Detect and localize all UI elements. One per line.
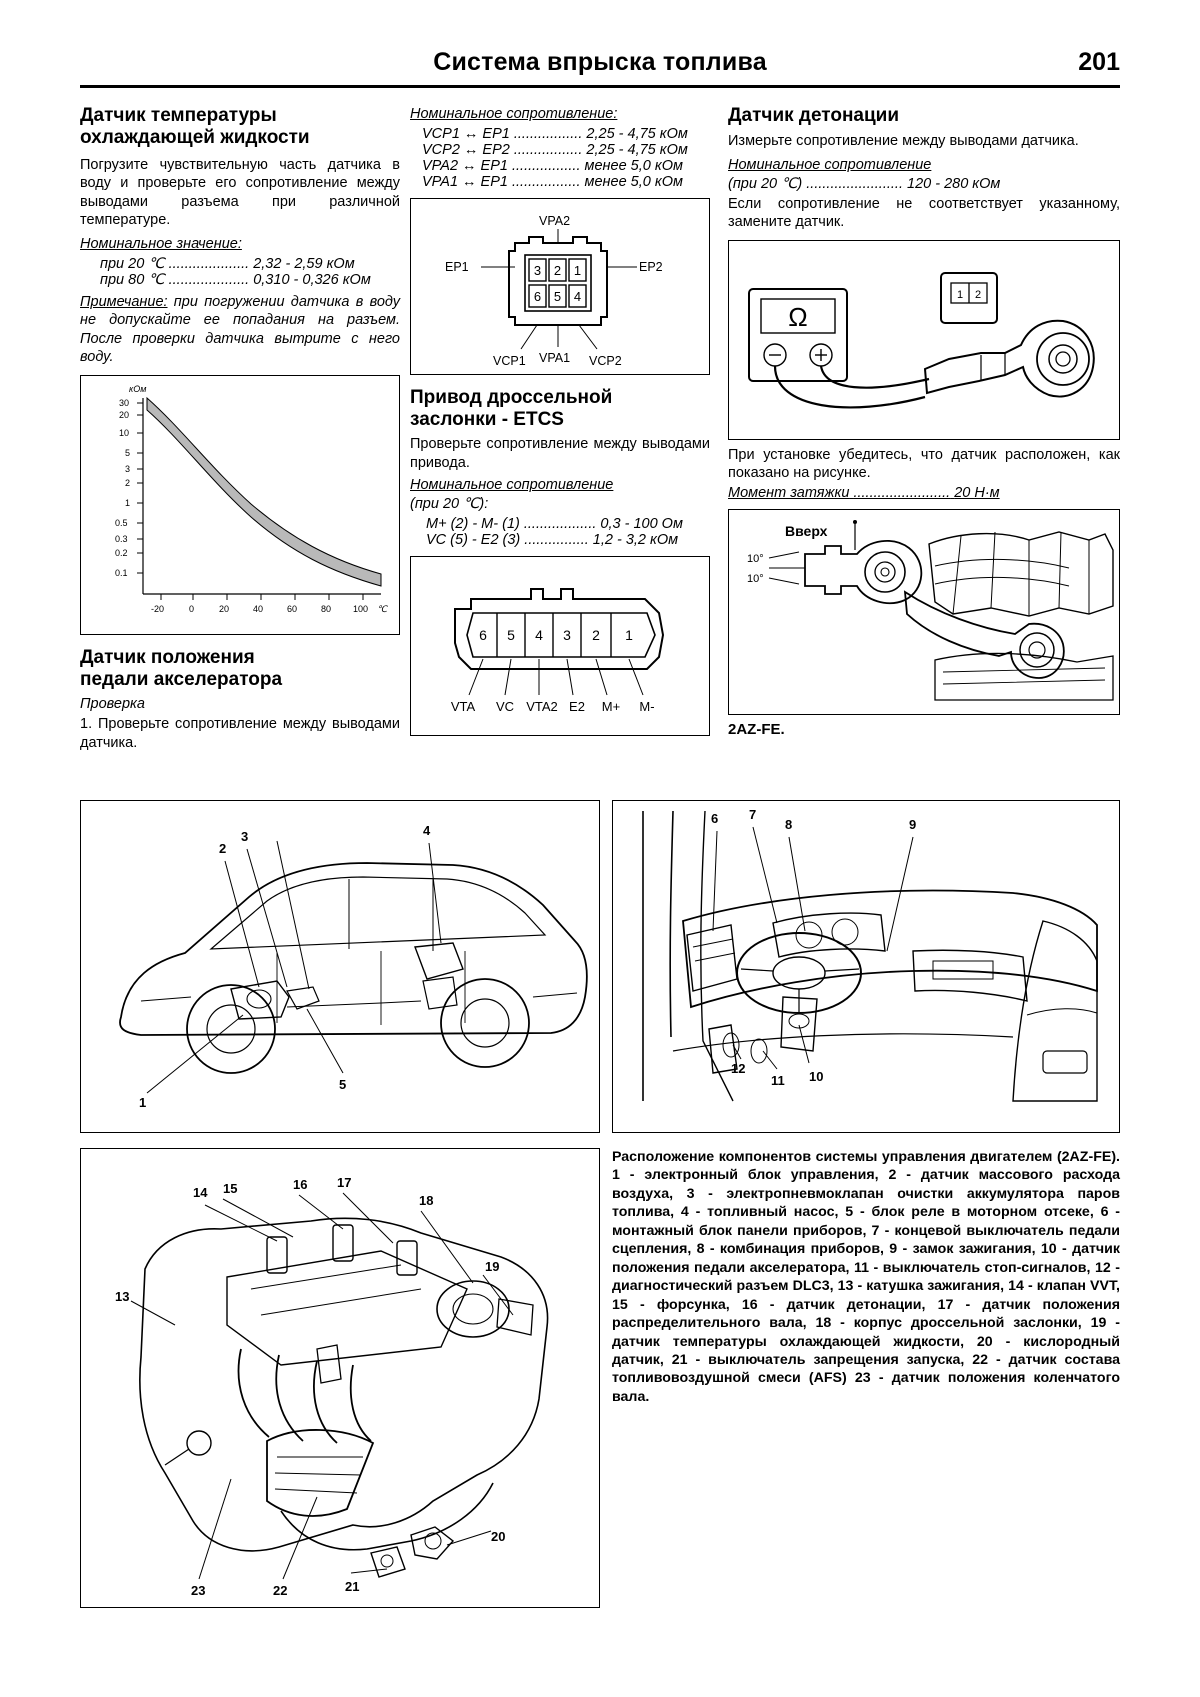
callout-21: 21 <box>345 1579 360 1594</box>
label-nominal-value: Номинальное значение: <box>80 236 242 252</box>
svg-text:5: 5 <box>507 626 515 643</box>
value-row: VPA1 ↔ EP1 ................. менее 5,0 кОм <box>422 173 683 190</box>
column-right <box>728 105 1120 738</box>
connector-label-mminus: M- <box>639 698 655 714</box>
heading-knock-sensor: Датчик детонации <box>728 105 900 126</box>
callout-1: 1 <box>139 1095 147 1110</box>
callout-2: 2 <box>219 841 227 856</box>
page-number: 201 <box>1078 48 1120 76</box>
svg-text:20: 20 <box>219 603 230 614</box>
connector-label-vcp1: VCP1 <box>493 353 526 368</box>
column-left <box>80 105 400 752</box>
callout-11: 11 <box>771 1073 785 1088</box>
svg-text:4: 4 <box>573 288 582 304</box>
figure-resistance-temperature-chart <box>80 375 400 635</box>
label-nominal-resistance-knock: Номинальное сопротивление <box>728 156 932 173</box>
value-row: при 20 ℃ .................... 2,32 - 2,59 кОм <box>100 255 355 272</box>
list-apps-values <box>410 126 710 190</box>
label-nominal-resistance-etcs: Номинальное сопротивление <box>410 477 614 494</box>
figure-etcs-connector <box>410 556 710 736</box>
svg-text:10°: 10° <box>747 552 764 565</box>
heading-coolant-temp-sensor: Датчик температуры охлаждающей жидкости <box>80 105 310 149</box>
callout-3b: 3 <box>241 829 249 844</box>
callout-22: 22 <box>273 1583 288 1598</box>
svg-text:6: 6 <box>533 288 542 304</box>
svg-text:20: 20 <box>119 409 130 420</box>
svg-text:40: 40 <box>253 603 264 614</box>
svg-text:0.2: 0.2 <box>115 547 128 558</box>
svg-text:100: 100 <box>353 603 369 614</box>
callout-18: 18 <box>419 1193 434 1208</box>
svg-text:1: 1 <box>573 262 582 278</box>
value-row: VCP2 ↔ EP2 ................. 2,25 - 4,75 кОм <box>422 141 688 158</box>
svg-text:1: 1 <box>956 288 964 301</box>
svg-text:1: 1 <box>125 497 131 508</box>
connector-label-ep1: EP1 <box>445 259 469 274</box>
callout-8: 8 <box>785 817 793 832</box>
connector-label-vta: VTA <box>450 698 476 714</box>
connector-label-e2: E2 <box>569 698 585 714</box>
figure-engine-component-layout <box>80 1148 600 1608</box>
svg-text:2: 2 <box>974 288 982 301</box>
svg-text:℃: ℃ <box>377 603 388 614</box>
subheading-check: Проверка <box>80 695 145 712</box>
value-row: при 80 ℃ .................... 0,310 - 0,326 кОм <box>100 271 371 288</box>
caption-text: Расположение компонентов системы управления двигателем (2AZ-FE). 1 - электронный блок управления, 2 - датчик массового расхода воздуха, 3 - электропневмоклапан очистки аккумулятора паров топлива, 4 - топливный насос, 5 - блок реле в моторном отсеке, 6 - монтажный блок панели приборов, 7 - концевой выключатель педали сцепления, 8 - комбинация приборов, 9 - замок зажигания, 10 - датчик положения педали акселератора, 11 - выключатель стоп-сигналов, 12 - диагностический разъем DLC3, 13 - катушка зажигания, 14 - клапан VVT, 15 - форсунка, 16 - датчик детонации, 17 - датчик положения распределительного вала, 18 - корпус дроссельной заслонки, 19 - датчик температуры охлаждающей жидкости, 20 - кислородный датчик, 21 - выключатель запрещения запуска, 22 - датчик состава топливовоздушной смеси (AFS) 23 - датчик положения коленчатого вала. <box>612 1149 1120 1405</box>
caption-block <box>612 1148 1120 1406</box>
svg-text:10: 10 <box>119 427 130 438</box>
value-row: VCP1 ↔ EP1 ................. 2,25 - 4,75 кОм <box>422 125 688 142</box>
figure-apps-connector <box>410 198 710 375</box>
svg-text:2: 2 <box>592 626 600 643</box>
svg-text:-20: -20 <box>151 603 165 614</box>
svg-text:2: 2 <box>553 262 562 278</box>
callout-10: 10 <box>809 1069 824 1084</box>
svg-text:5: 5 <box>125 447 131 458</box>
svg-text:0.3: 0.3 <box>115 533 128 544</box>
label-engine-code: 2AZ-FE. <box>728 720 785 738</box>
callout-7: 7 <box>749 807 757 822</box>
callout-17: 17 <box>337 1175 352 1190</box>
heading-etcs: Привод дроссельной заслонки - ETCS <box>410 386 613 430</box>
value-row: VPA2 ↔ EP1 ................. менее 5,0 кОм <box>422 157 683 174</box>
paragraph-knock-install: При установке убедитесь, что датчик расположен, как показано на рисунке. <box>728 446 1120 482</box>
paragraph-etcs-check: Проверьте сопротивление между выводами привода. <box>410 436 710 471</box>
connector-label-mplus: M+ <box>601 698 621 714</box>
figure-knock-sensor-measurement <box>728 240 1120 440</box>
svg-text:0: 0 <box>189 603 195 614</box>
callout-5: 5 <box>339 1077 347 1092</box>
figure-cabin-component-layout <box>612 800 1120 1133</box>
list-etcs-values <box>410 516 710 548</box>
connector-label-vpa2: VPA2 <box>539 213 571 228</box>
callout-9: 9 <box>909 817 917 832</box>
callout-13: 13 <box>115 1289 130 1304</box>
callout-19: 19 <box>485 1259 500 1274</box>
ohm-symbol: Ω <box>788 301 808 332</box>
svg-text:3: 3 <box>563 626 571 643</box>
callout-6: 6 <box>711 811 719 826</box>
svg-text:2: 2 <box>125 477 131 488</box>
svg-text:4: 4 <box>535 626 543 643</box>
page-title: Система впрыска топлива <box>433 48 767 76</box>
connector-label-vc: VC <box>495 698 515 714</box>
svg-text:30: 30 <box>119 397 130 408</box>
value-row-knock: (при 20 ℃) ........................ 120 - 280 кОм <box>728 175 1001 192</box>
value-row: M+ (2) - M- (1) .................. 0,3 - 100 Ом <box>426 515 683 532</box>
connector-label-vcp2: VCP2 <box>589 353 622 368</box>
label-up: Вверх <box>785 522 828 539</box>
list-coolant-values <box>80 256 400 288</box>
callout-20: 20 <box>491 1529 506 1544</box>
connector-label-vta2: VTA2 <box>526 698 558 714</box>
svg-text:6: 6 <box>479 626 487 643</box>
value-row-torque: Момент затяжки ........................ 20 Н·м <box>728 484 1000 501</box>
note-coolant: Примечание: при погружении датчика в воду не допускайте ее попадания на разъем. После проверки датчика вытрите с него воду. <box>80 293 400 366</box>
callout-14: 14 <box>193 1185 208 1200</box>
column-middle <box>410 105 710 736</box>
paragraph-coolant-check: Погрузите чувствительную часть датчика в воду и проверьте его сопротивление между выводами разъема при различной температуре. <box>80 156 400 229</box>
svg-text:1: 1 <box>625 626 633 643</box>
callout-16: 16 <box>293 1177 308 1192</box>
svg-text:80: 80 <box>321 603 332 614</box>
value-row: VC (5) - E2 (3) ................ 1,2 - 3,2 кОм <box>426 531 679 548</box>
callout-12: 12 <box>731 1061 746 1076</box>
label-nominal-resistance: Номинальное сопротивление: <box>410 106 618 122</box>
connector-label-vpa1: VPA1 <box>539 350 571 365</box>
callout-15: 15 <box>223 1181 238 1196</box>
svg-text:5: 5 <box>553 288 562 304</box>
figure-knock-sensor-installation <box>728 509 1120 715</box>
svg-text:10°: 10° <box>747 572 764 585</box>
heading-accel-pedal-position-sensor: Датчик положения педали акселератора <box>80 646 283 691</box>
callout-23: 23 <box>191 1583 206 1598</box>
connector-label-ep2: EP2 <box>639 259 663 274</box>
paragraph-knock-measure: Измерьте сопротивление между выводами датчика. <box>728 133 1079 150</box>
svg-text:0.5: 0.5 <box>115 517 128 528</box>
svg-text:0.1: 0.1 <box>115 567 128 578</box>
svg-text:кОм: кОм <box>129 383 147 394</box>
svg-text:3: 3 <box>533 262 542 278</box>
paragraph-knock-replace: Если сопротивление не соответствует указанному, замените датчик. <box>728 195 1120 231</box>
figure-vehicle-component-layout <box>80 800 600 1133</box>
svg-text:60: 60 <box>287 603 298 614</box>
label-nominal-condition: (при 20 ℃): <box>410 496 489 512</box>
svg-text:3: 3 <box>125 463 131 474</box>
page-header <box>80 48 1120 88</box>
paragraph-accel-check: 1. Проверьте сопротивление между выводами датчика. <box>80 716 400 751</box>
callout-4: 4 <box>423 823 431 838</box>
